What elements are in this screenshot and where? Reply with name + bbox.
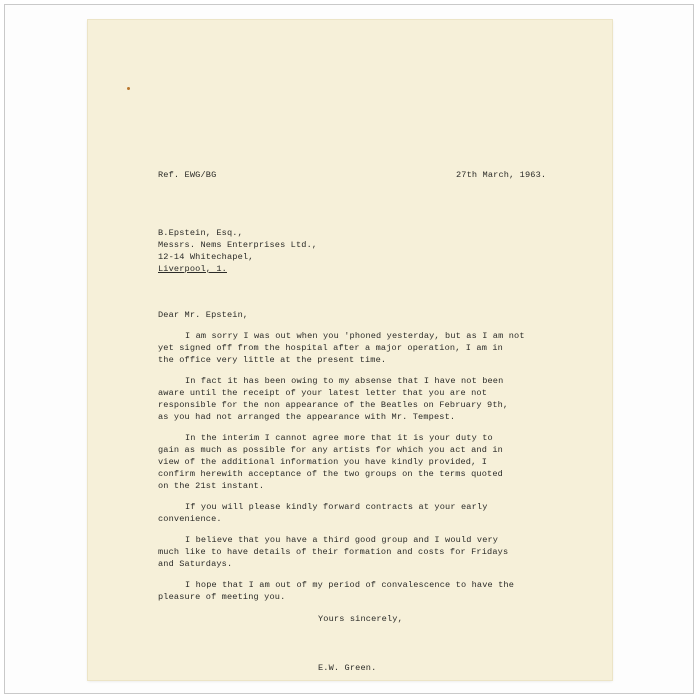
- para4-line-2: convenience.: [158, 514, 222, 524]
- para6-line-2: pleasure of meeting you.: [158, 592, 286, 602]
- para3-line-4: confirm herewith acceptance of the two groups on the terms quoted: [158, 469, 503, 479]
- para2-line-4: as you had not arranged the appearance with Mr. Tempest.: [158, 412, 456, 422]
- para1-line-1: I am sorry I was out when you 'phoned yesterday, but as I am not: [185, 331, 525, 341]
- para5-line-3: and Saturdays.: [158, 559, 233, 569]
- para3-line-3: view of the additional information you have kindly provided, I: [158, 457, 488, 467]
- para1-line-2: yet signed off from the hospital after a major operation, I am in: [158, 343, 503, 353]
- address-line-1: B.Epstein, Esq.,: [158, 228, 243, 238]
- signature-name: E.W. Green.: [318, 663, 377, 673]
- address-line-2: Messrs. Nems Enterprises Ltd.,: [158, 240, 318, 250]
- address-city: [158, 264, 227, 276]
- salutation: Dear Mr. Epstein,: [158, 310, 249, 320]
- ink-speck: [127, 87, 130, 90]
- para3-line-1: In the interim I cannot agree more that it is your duty to: [185, 433, 493, 443]
- para5-line-2: much like to have details of their formation and costs for Fridays: [158, 547, 509, 557]
- reference: Ref. EWG/BG: [158, 170, 217, 180]
- para1-line-3: the office very little at the present time.: [158, 355, 387, 365]
- para3-line-2: gain as much as possible for any artists for which you act and in: [158, 445, 503, 455]
- date: 27th March, 1963.: [456, 170, 547, 180]
- letter-page: [88, 20, 612, 680]
- para2-line-1: In fact it has been owing to my absense that I have not been: [185, 376, 504, 386]
- para4-line-1: If you will please kindly forward contracts at your early: [185, 502, 488, 512]
- para6-line-1: I hope that I am out of my period of convalescence to have the: [185, 580, 515, 590]
- para2-line-2: aware until the receipt of your latest letter that you are not: [158, 388, 488, 398]
- para5-line-1: I believe that you have a third good group and I would very: [185, 535, 499, 545]
- address-city-text: Liverpool, 1.: [158, 264, 227, 274]
- para3-line-5: on the 21st instant.: [158, 481, 265, 491]
- closing: Yours sincerely,: [318, 614, 403, 624]
- para2-line-3: responsible for the non appearance of the Beatles on February 9th,: [158, 400, 509, 410]
- address-line-3: 12-14 Whitechapel,: [158, 252, 254, 262]
